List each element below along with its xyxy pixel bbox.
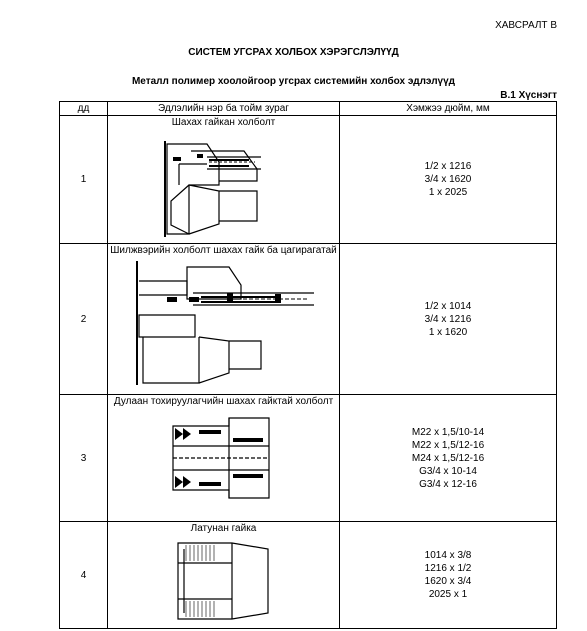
- size-value: 1/2 x 1014: [424, 300, 472, 312]
- size-value: 1216 x 1/2: [424, 563, 472, 574]
- size-value: M24 x 1,5/12-16: [411, 452, 485, 464]
- page-subtitle: Металл полимер хоолойгоор угсрах системийн холбох эдлэлүүд: [131, 76, 456, 87]
- size-value: 1 x 1620: [428, 326, 468, 338]
- size-value: 3/4 x 1216: [424, 313, 472, 325]
- compression-nut-fitting-drawing: [149, 129, 299, 241]
- row-number: 1: [60, 116, 108, 244]
- item-name: Дулаан тохируулагчийн шахах гайктай холболт: [113, 396, 334, 407]
- fittings-table: [59, 101, 557, 629]
- item-cell: [108, 244, 340, 395]
- item-name: Шилжвэрийн холболт шахах гайк ба цагирагатай: [110, 245, 337, 256]
- thermostat-fitting-drawing: [169, 408, 279, 512]
- transition-fitting-drawing: [129, 257, 319, 387]
- size-value: 1/2 x 1216: [424, 161, 472, 172]
- size-cell: [340, 116, 557, 244]
- table-row: [60, 244, 557, 395]
- size-value: 3/4 x 1620: [424, 174, 472, 185]
- size-value: 1014 x 3/8: [424, 550, 472, 561]
- column-header-no: дд: [60, 102, 108, 116]
- item-cell: [108, 116, 340, 244]
- size-value: M22 x 1,5/12-16: [411, 439, 485, 451]
- row-number: 4: [60, 522, 108, 629]
- table-header-row: [60, 102, 557, 116]
- table-row: [60, 116, 557, 244]
- appendix-label: ХАВСРАЛТ В: [495, 20, 557, 31]
- item-name: Шахах гайкан холболт: [171, 117, 276, 128]
- item-cell: [108, 395, 340, 522]
- table-label: В.1 Хүснэгт: [500, 90, 557, 101]
- table-row: [60, 522, 557, 629]
- row-number: 2: [60, 244, 108, 395]
- size-value: G3/4 x 10-14: [419, 465, 477, 477]
- column-header-size: Хэмжээ дюйм, мм: [340, 102, 557, 116]
- size-cell: [340, 395, 557, 522]
- size-cell: [340, 522, 557, 629]
- brass-nut-drawing: [174, 535, 274, 621]
- size-cell: [340, 244, 557, 395]
- table-row: [60, 395, 557, 522]
- item-name: Латунан гайка: [190, 523, 257, 534]
- size-value: 2025 x 1: [428, 589, 468, 600]
- item-cell: [108, 522, 340, 629]
- size-value: G3/4 x 12-16: [419, 478, 477, 490]
- column-header-name: Эдлэлийн нэр ба тойм зураг: [108, 102, 340, 116]
- size-value: 1 x 2025: [428, 187, 468, 198]
- size-value: 1620 x 3/4: [424, 576, 472, 587]
- size-value: M22 x 1,5/10-14: [411, 426, 485, 438]
- row-number: 3: [60, 395, 108, 522]
- page-title: СИСТЕМ УГСРАХ ХОЛБОХ ХЭРЭГСЛЭЛҮҮД: [188, 47, 399, 58]
